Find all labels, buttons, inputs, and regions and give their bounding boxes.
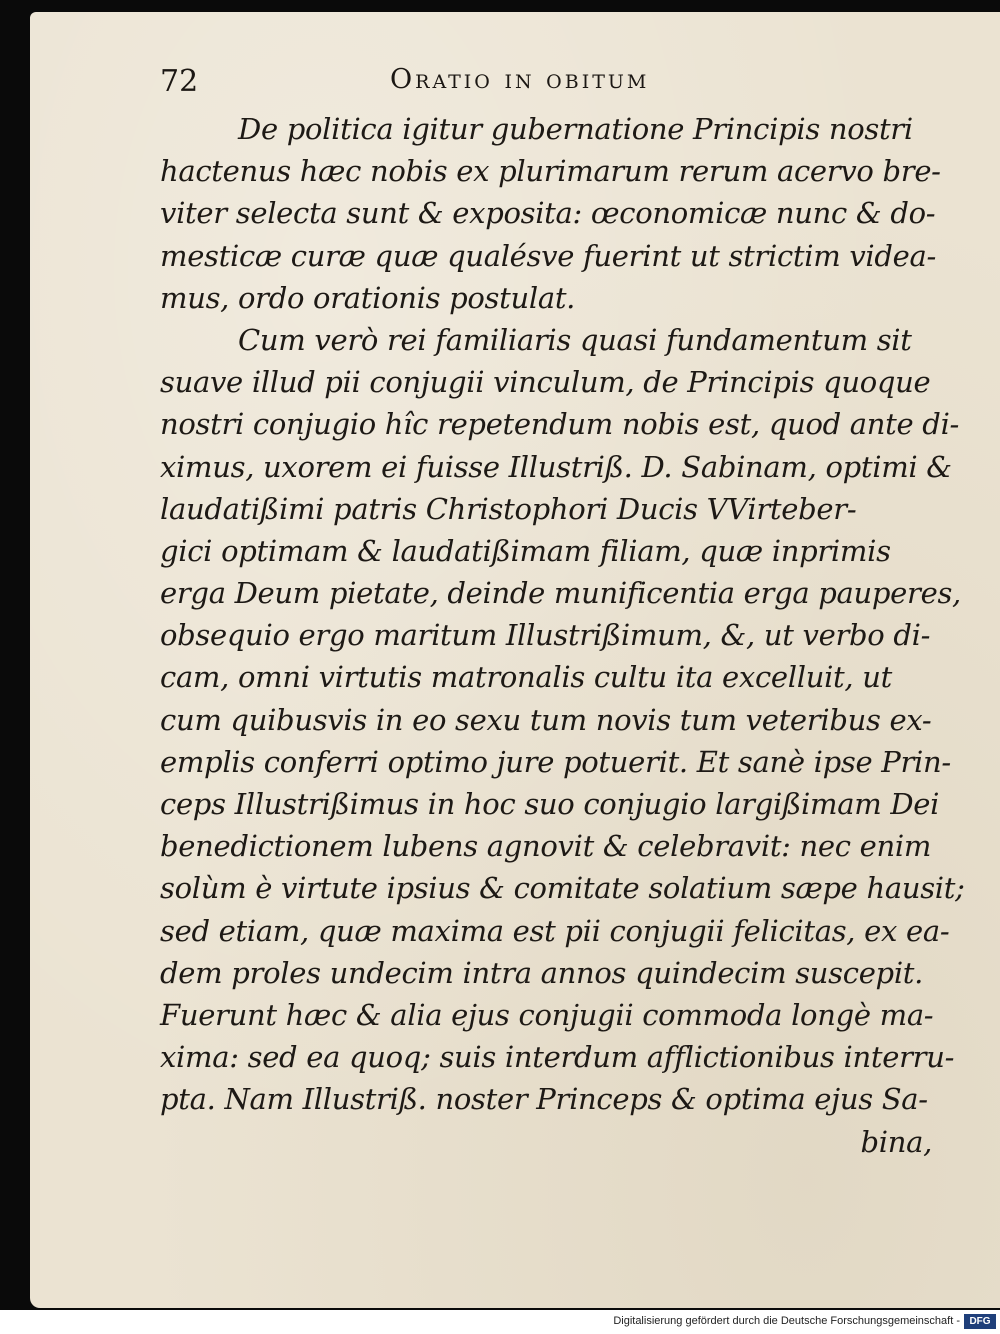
body-text (160, 108, 965, 1163)
text-line: solùm è virtute ipsius & comitate solatium sæpe hausit; (160, 871, 965, 906)
running-title: Oratio in obitum (390, 64, 650, 95)
dfg-logo: DFG (964, 1314, 996, 1329)
catchword: bina, (860, 1124, 932, 1159)
footer-bar (0, 1314, 1000, 1332)
text-line: mus, ordo orationis postulat. (160, 280, 576, 315)
page-header (160, 60, 940, 104)
text-line: nostri conjugio hîc repetendum nobis est, quod ante di- (160, 407, 960, 442)
text-line: mesticæ curæ quæ qualésve fuerint ut strictim videa- (160, 238, 937, 273)
text-line: viter selecta sunt & exposita: œconomicæ nunc & do- (160, 196, 936, 231)
text-line: dem proles undecim intra annos quindecim suscepit. (160, 955, 924, 990)
text-line: hactenus hæc nobis ex plurimarum rerum acervo bre- (160, 154, 941, 189)
text-line: laudatißimi patris Christophori Ducis VVirteber- (160, 491, 857, 526)
text-line: ceps Illustrißimus in hoc suo conjugio largißimam Dei (160, 787, 940, 821)
text-line: emplis conferri optimo jure potuerit. Et sanè ipse Prin- (160, 744, 951, 779)
text-line: Fuerunt hæc & alia ejus conjugii commoda longè ma- (160, 997, 934, 1032)
text-line: erga Deum pietate, deinde munificentia erga pauperes, (160, 576, 961, 611)
text-line: xima: sed ea quoq; suis interdum afflictionibus interru- (160, 1040, 955, 1075)
text-line: Cum verò rei familiaris quasi fundamentum sit (238, 322, 912, 357)
funding-credit: Digitalisierung gefördert durch die Deutsche Forschungsgemeinschaft - (613, 1315, 960, 1327)
text-line: sed etiam, quæ maxima est pii conjugii felicitas, ex ea- (160, 913, 950, 948)
page-number: 72 (160, 64, 199, 99)
text-line: pta. Nam Illustriß. noster Princeps & optima ejus Sa- (160, 1082, 928, 1117)
text-line: cum quibusvis in eo sexu tum novis tum veteribus ex- (160, 702, 932, 737)
text-line: De politica igitur gubernatione Principis nostri (238, 112, 913, 146)
text-line: ximus, uxorem ei fuisse Illustriß. D. Sabinam, optimi & (160, 449, 952, 484)
text-line: benedictionem lubens agnovit & celebravit: nec enim (160, 829, 932, 864)
text-line: suave illud pii conjugii vinculum, de Principis quoque (160, 365, 931, 400)
text-line: gici optimam & laudatißimam filiam, quæ inprimis (160, 533, 891, 568)
text-line: cam, omni virtutis matronalis cultu ita excelluit, ut (160, 660, 892, 695)
text-line: obsequio ergo maritum Illustrißimum, &, ut verbo di- (160, 618, 931, 653)
